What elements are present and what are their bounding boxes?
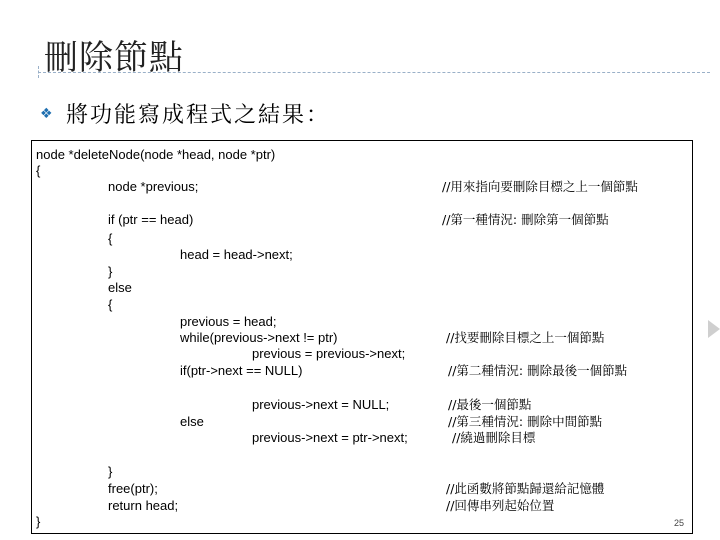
comment-case3: //第三種情況: 刪除中間節點 [448,414,603,429]
comment-bypass: //繞過刪除目標 [452,430,536,445]
comment-last-node: //最後一個節點 [448,397,532,412]
code-else: else [108,280,132,295]
code-if-first: if (ptr == head) [108,212,194,227]
code-else-close: } [108,464,113,479]
bullet-row [40,98,330,129]
code-else-open: { [108,297,113,312]
code-inner-else: else [180,414,204,429]
code-if-close: } [108,264,113,279]
comment-find-prev: //找要刪除目標之上一個節點 [446,330,605,345]
slide-title: 刪除節點 [44,38,184,78]
title-rule-tick [38,66,39,78]
code-if-last: if(ptr->next == NULL) [180,363,303,378]
code-if-open: { [108,231,113,246]
code-while-line: while(previous->next != ptr) [180,330,338,345]
bullet-square-icon: ❖ [40,105,53,122]
code-head-next: head = head->next; [180,247,293,262]
side-triangle-icon [708,320,720,338]
code-decl-previous: node *previous; [108,179,199,194]
code-return-line: return head; [108,498,179,513]
code-prev-eq-head: previous = head; [180,314,277,329]
code-open-brace: { [36,163,41,178]
code-free-line: free(ptr); [108,481,158,496]
comment-case1: //第一種情況: 刪除第一個節點 [442,212,609,227]
code-prev-advance: previous = previous->next; [252,346,406,361]
title-rule [38,72,710,73]
code-close-brace: } [36,514,41,529]
code-prev-next-null: previous->next = NULL; [252,397,390,412]
code-box [31,140,693,534]
code-header: node *deleteNode(node *head, node *ptr) [36,147,276,162]
code-prev-next-ptr: previous->next = ptr->next; [252,430,408,445]
page-number: 25 [673,518,684,528]
comment-free: //此函數將節點歸還給記憶體 [446,481,605,496]
bullet-text: 將功能寫成程式之結果： [66,103,331,128]
comment-previous: //用來指向要刪除目標之上一個節點 [442,179,638,194]
comment-return: //回傳串列起始位置 [446,498,555,513]
comment-case2: //第二種情況: 刪除最後一個節點 [448,363,628,378]
